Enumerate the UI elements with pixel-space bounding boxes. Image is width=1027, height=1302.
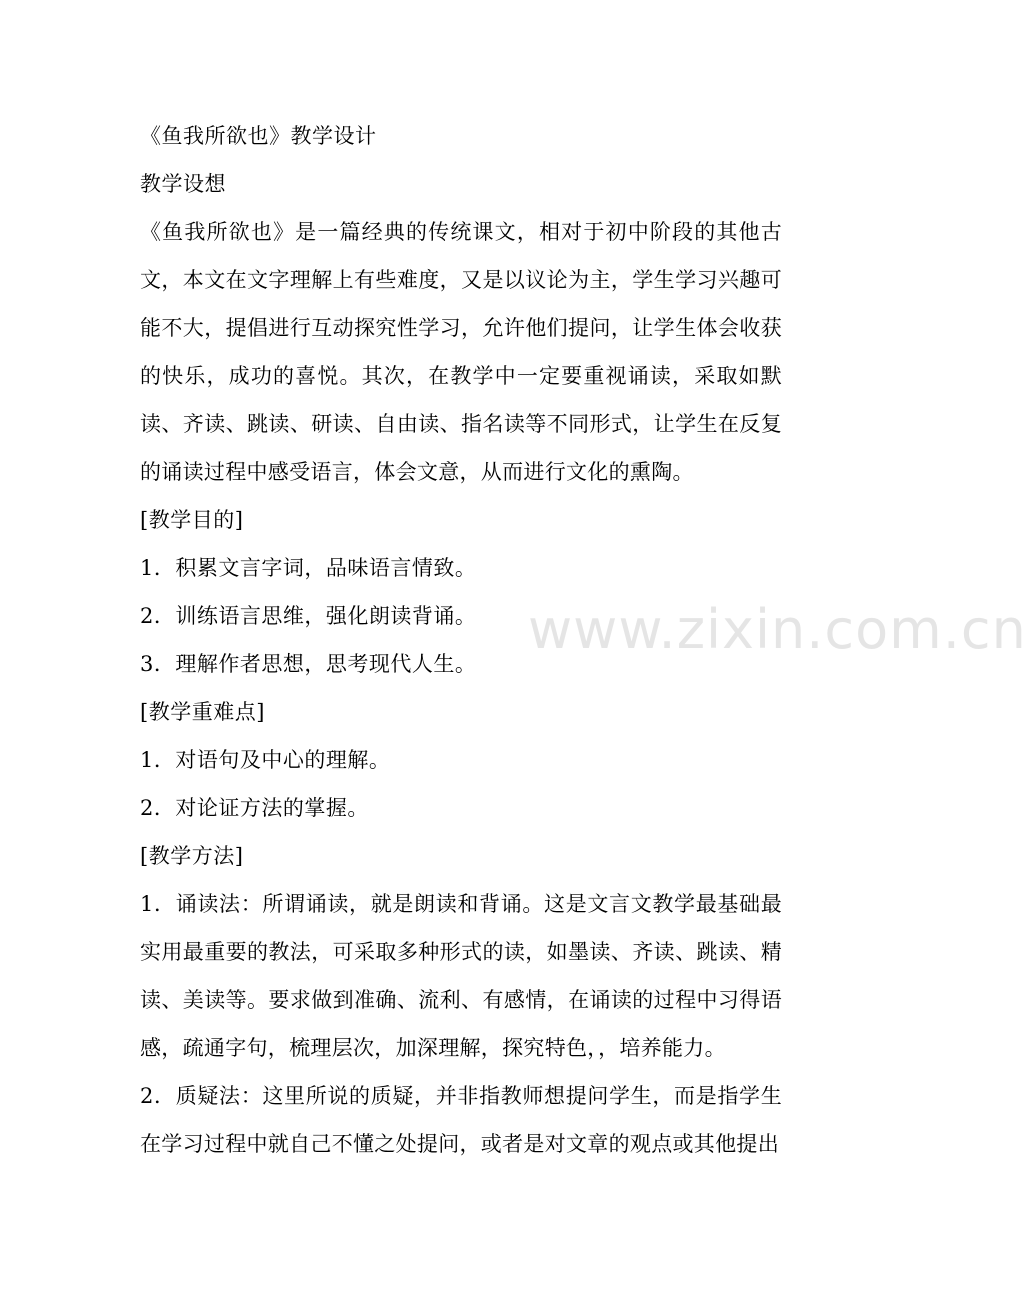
section-heading-key-points: [教学重难点] bbox=[140, 700, 265, 724]
key-point-item-1: 1．对语句及中心的理解。 bbox=[140, 748, 391, 772]
method-item-2: 2．质疑法：这里所说的质疑，并非指教师想提问学生，而是指学生在学习过程中就自己不懂之处提问，或者是对文章的观点或其他提出 bbox=[140, 1084, 782, 1156]
goal-item-3: 3．理解作者思想，思考现代人生。 bbox=[140, 652, 477, 676]
section-heading-goals: [教学目的] bbox=[140, 508, 244, 532]
goal-item-2: 2．训练语言思维，强化朗读背诵。 bbox=[140, 604, 477, 628]
section-heading-idea: 教学设想 bbox=[140, 172, 226, 196]
goal-item-1: 1．积累文言字词，品味语言情致。 bbox=[140, 556, 477, 580]
key-point-item-2: 2．对论证方法的掌握。 bbox=[140, 796, 369, 820]
section-heading-methods: [教学方法] bbox=[140, 844, 244, 868]
method-item-1: 1．诵读法：所谓诵读，就是朗读和背诵。这是文言文教学最基础最实用最重要的教法，可采取多种形式的读，如墨读、齐读、跳读、精读、美读等。要求做到准确、流利、有感情，在诵读的过程中习得语感，疏通字句，梳理层次，加深理解，探究特色，，培养能力。 bbox=[140, 892, 782, 1060]
watermark: www.zixin.com.cn bbox=[528, 598, 1027, 661]
document-title: 《鱼我所欲也》教学设计 bbox=[140, 124, 377, 148]
document-page bbox=[140, 112, 782, 1168]
idea-paragraph: 《鱼我所欲也》是一篇经典的传统课文，相对于初中阶段的其他古文，本文在文字理解上有些难度，又是以议论为主，学生学习兴趣可能不大，提倡进行互动探究性学习，允许他们提问，让学生体会收获的快乐，成功的喜悦。其次，在教学中一定要重视诵读，采取如默读、齐读、跳读、研读、自由读、指名读等不同形式，让学生在反复的诵读过程中感受语言，体会文意，从而进行文化的熏陶。 bbox=[140, 220, 782, 484]
